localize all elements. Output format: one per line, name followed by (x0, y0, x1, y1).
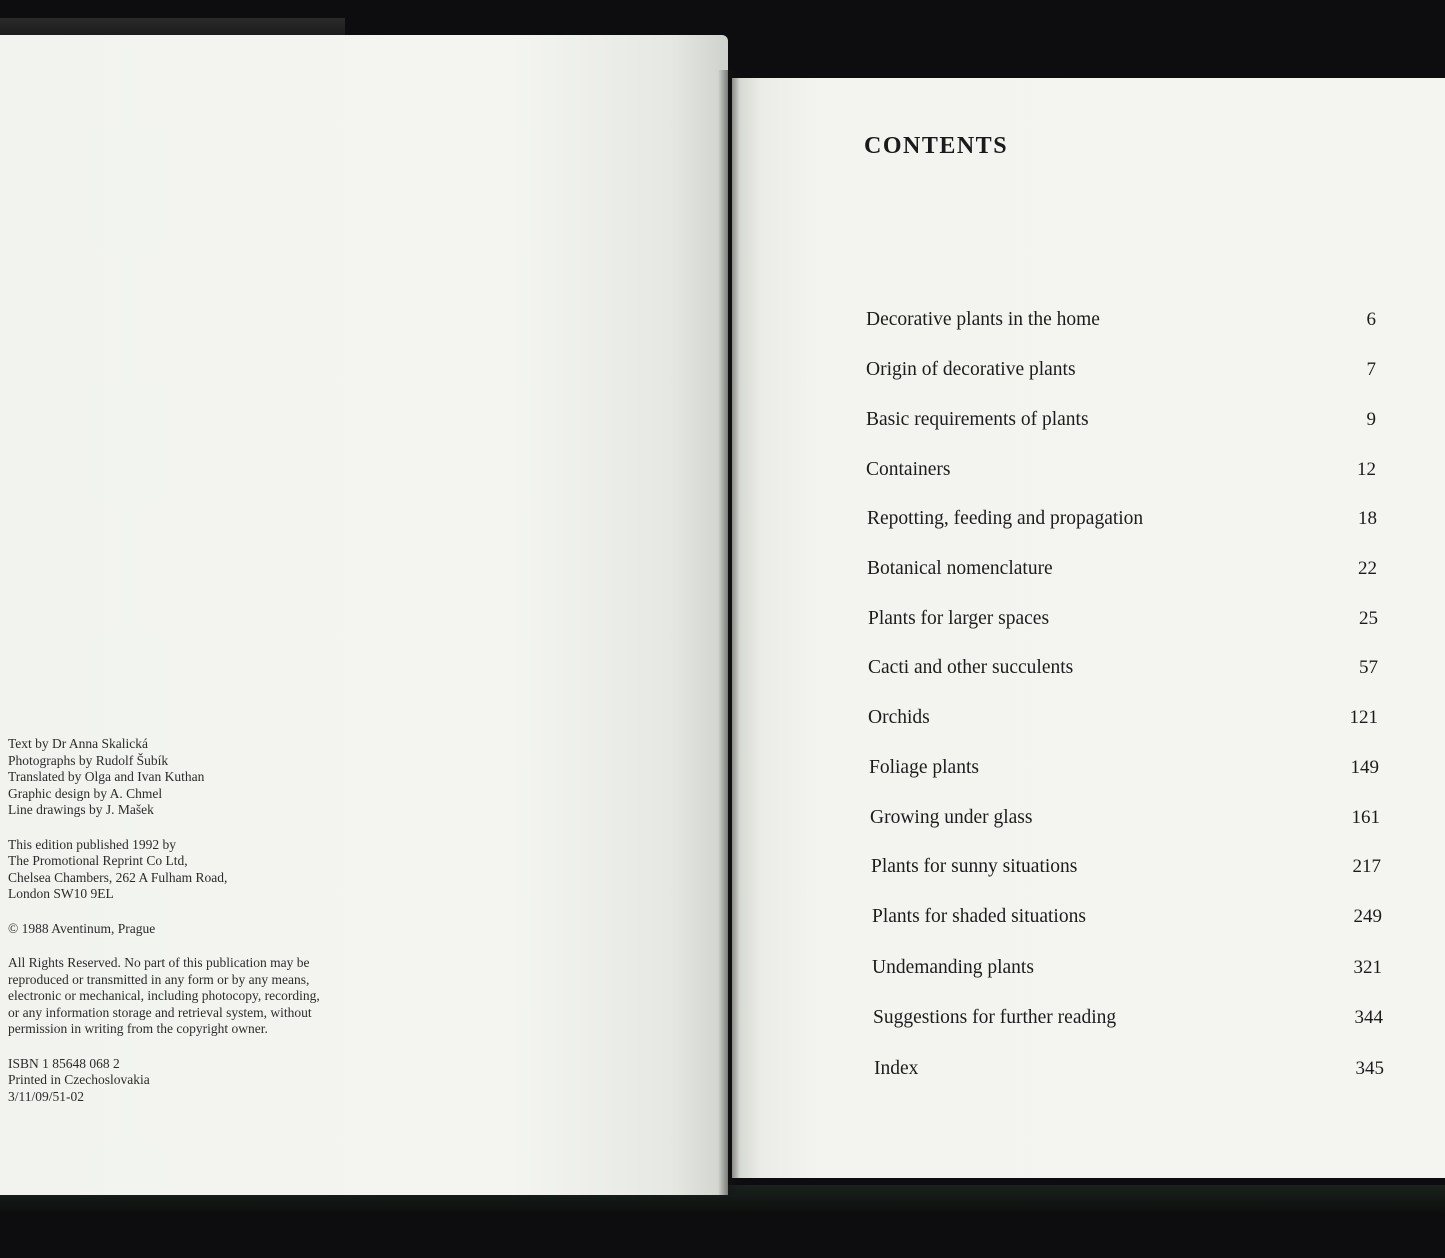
toc-entry (866, 405, 1376, 435)
toc-page-number: 161 (1351, 807, 1380, 828)
toc-label: Cacti and other succulents (868, 657, 1074, 678)
credit-line: Line drawings by J. Mašek (8, 802, 154, 817)
toc-entry (867, 554, 1377, 584)
toc-entry (868, 604, 1378, 634)
toc-label: Index (874, 1058, 919, 1079)
publisher-line: This edition published 1992 by (8, 836, 176, 852)
rights-line: reproduced or transmitted in any form or by any means, (8, 971, 310, 987)
toc-entry (866, 455, 1376, 485)
toc-page-number: 249 (1353, 906, 1382, 927)
publisher-line: Chelsea Chambers, 262 A Fulham Road, (8, 869, 228, 885)
toc-page-number: 344 (1354, 1007, 1383, 1028)
toc-label: Botanical nomenclature (867, 558, 1053, 579)
toc-entry (872, 902, 1382, 932)
toc-label: Growing under glass (870, 807, 1033, 828)
contents-title: CONTENTS (864, 133, 1009, 159)
credit-line: Translated by Olga and Ivan Kuthan (8, 769, 205, 784)
publisher-line: London SW10 9EL (8, 886, 114, 901)
publisher-line: The Promotional Reprint Co Ltd, (8, 853, 188, 868)
rights-line: or any information storage and retrieval system, without (8, 1004, 312, 1020)
toc-label: Suggestions for further reading (873, 1007, 1117, 1028)
toc-page-number: 6 (1366, 309, 1376, 330)
isbn-line: Printed in Czechoslovakia (8, 1072, 150, 1087)
toc-label: Plants for sunny situations (871, 856, 1078, 877)
toc-entry (866, 355, 1376, 385)
toc-page-number: 7 (1366, 359, 1376, 380)
toc-label: Origin of decorative plants (866, 359, 1076, 380)
isbn-line: ISBN 1 85648 068 2 (8, 1055, 120, 1071)
toc-label: Orchids (868, 707, 930, 728)
toc-entry (873, 1003, 1383, 1033)
toc-label: Plants for shaded situations (872, 906, 1086, 927)
toc-entry (867, 504, 1377, 534)
toc-page-number: 345 (1355, 1058, 1384, 1079)
toc-entry (868, 703, 1378, 733)
toc-entry (868, 653, 1378, 683)
toc-page-number: 12 (1357, 459, 1376, 480)
toc-label: Decorative plants in the home (866, 309, 1100, 330)
toc-label: Basic requirements of plants (866, 409, 1089, 430)
toc-entry (870, 803, 1380, 833)
toc-label: Plants for larger spaces (868, 608, 1050, 629)
credit-line: Photographs by Rudolf Šubík (8, 752, 169, 768)
toc-page-number: 217 (1352, 856, 1381, 877)
toc-entry (871, 852, 1381, 882)
isbn-line: 3/11/09/51-02 (8, 1088, 84, 1104)
toc-entry (869, 753, 1379, 783)
toc-entry (866, 305, 1376, 335)
copyright-line: © 1988 Aventinum, Prague (8, 920, 156, 936)
toc-entry (874, 1054, 1384, 1084)
toc-label: Repotting, feeding and propagation (867, 508, 1144, 529)
rights-line: electronic or mechanical, including photocopy, recording, (8, 988, 320, 1003)
toc-page-number: 321 (1353, 957, 1382, 978)
credit-line: Text by Dr Anna Skalická (8, 736, 149, 751)
rights-line: permission in writing from the copyright owner. (8, 1021, 268, 1036)
toc-page-number: 22 (1358, 558, 1377, 579)
toc-page-number: 57 (1359, 657, 1378, 678)
toc-page-number: 18 (1358, 508, 1377, 529)
toc-page-number: 121 (1349, 707, 1378, 728)
toc-entry (872, 953, 1382, 983)
credit-line: Graphic design by A. Chmel (8, 785, 163, 801)
toc-page-number: 25 (1359, 608, 1378, 629)
toc-label: Undemanding plants (872, 957, 1034, 978)
rights-line: All Rights Reserved. No part of this publication may be (8, 955, 310, 970)
toc-page-number: 149 (1350, 757, 1379, 778)
toc-label: Containers (866, 459, 951, 480)
toc-page-number: 9 (1366, 409, 1376, 430)
toc-label: Foliage plants (869, 757, 979, 778)
